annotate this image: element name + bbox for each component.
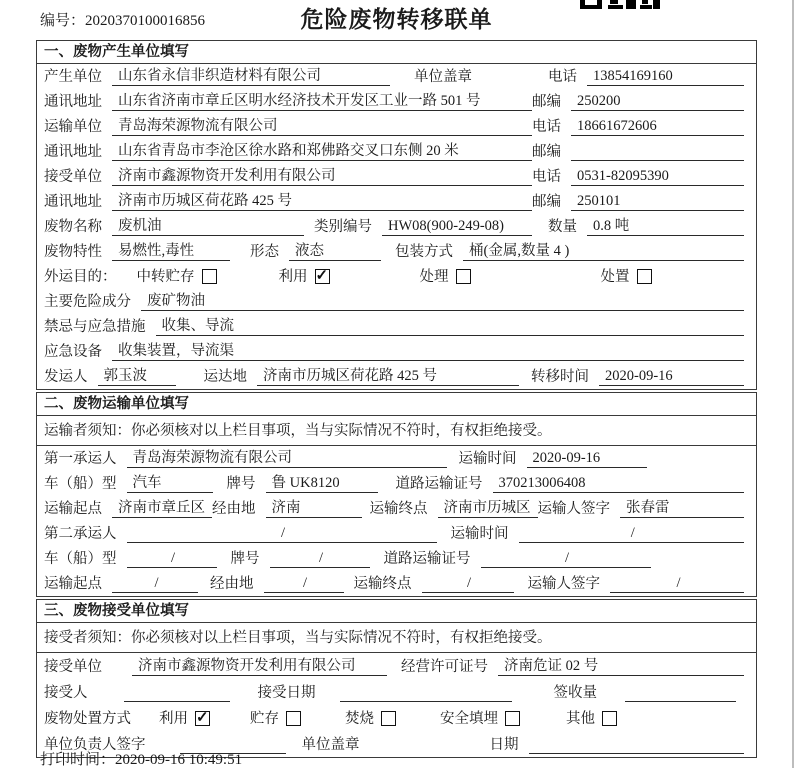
route2-via-label: 经由地 xyxy=(210,576,254,592)
second-carrier-field: / xyxy=(127,525,437,543)
waste-traits-field: 易燃性,毒性 xyxy=(112,239,230,261)
section-transporter-header: 二、废物运输单位填写 xyxy=(37,393,756,416)
transport-time1-field: 2020-09-16 xyxy=(527,450,647,468)
license-label: 经营许可证号 xyxy=(401,659,488,675)
row-producer-unit xyxy=(37,64,756,89)
doc-number-label: 编号： xyxy=(40,13,86,29)
responsible-sign-label: 单位负责人签字 xyxy=(44,737,146,753)
row-transport-unit xyxy=(37,114,756,139)
producer-phone-label: 电话 xyxy=(548,69,577,85)
disposal-option-store xyxy=(250,707,301,728)
packaging-label: 包装方式 xyxy=(395,244,453,260)
route1-end-field: 济南市历城区 xyxy=(438,496,538,518)
transport-address-label: 通讯地址 xyxy=(44,144,102,160)
purpose-dispose-checkbox[interactable] xyxy=(637,269,652,284)
route2-start-field: / xyxy=(112,575,198,593)
row-transfer-purpose xyxy=(37,264,756,289)
waste-traits-label: 废物特性 xyxy=(44,244,102,260)
vehicle1-type-field: 汽车 xyxy=(127,471,213,493)
receiver-unit-label: 接受单位 xyxy=(44,169,102,185)
main-hazard-field: 废矿物油 xyxy=(141,289,744,311)
purpose-transit-label: 中转贮存 xyxy=(136,269,195,285)
purpose-transit-checkbox[interactable] xyxy=(202,269,217,284)
vehicle2-type-field: / xyxy=(127,550,217,568)
transport-zip-label: 邮编 xyxy=(532,144,561,160)
unit-seal2-label: 单位盖章 xyxy=(301,737,360,753)
route1-via-field: 济南 xyxy=(266,496,362,518)
disposal-utilize-label: 利用 xyxy=(159,711,188,727)
transport-zip-field xyxy=(571,144,744,161)
disposal-store-label: 贮存 xyxy=(250,711,279,727)
signed-quantity-label: 签收量 xyxy=(553,685,597,701)
purpose-utilize-label: 利用 xyxy=(278,269,308,285)
row-producer-address xyxy=(37,89,756,114)
producer-address-label: 通讯地址 xyxy=(44,94,102,110)
disposal-method-label: 废物处置方式 xyxy=(44,711,131,727)
print-time-value: 2020-09-16 10:49:51 xyxy=(115,752,243,768)
sign-date-field xyxy=(529,737,745,754)
road-cert2-field: / xyxy=(481,550,651,568)
transport-time2-field: / xyxy=(519,525,745,543)
transport-unit-field: 青岛海荣源物流有限公司 xyxy=(112,114,532,136)
unit-seal-label: 单位盖章 xyxy=(414,69,472,85)
dispatcher-field: 郭玉波 xyxy=(98,364,176,386)
row-main-hazard xyxy=(37,289,756,314)
receiver-notice: 接受者须知：你必须核对以上栏目事项，当与实际情况不符时，有权拒绝接受。 xyxy=(37,623,756,653)
producer-unit-label: 产生单位 xyxy=(44,69,102,85)
transport-phone-label: 电话 xyxy=(532,119,561,135)
quantity-label: 数量 xyxy=(548,219,577,235)
row-disposal-method xyxy=(37,705,756,731)
category-code-label: 类别编号 xyxy=(314,219,372,235)
route1-start-label: 运输起点 xyxy=(44,501,102,517)
waste-name-label: 废物名称 xyxy=(44,219,102,235)
manifest-form xyxy=(36,40,757,760)
purpose-option-transit xyxy=(137,265,217,286)
section-producer xyxy=(36,40,757,390)
form-state-field: 液态 xyxy=(289,239,381,261)
accepting-unit-field: 济南市鑫源物资开发利用有限公司 xyxy=(132,654,387,676)
first-carrier-field: 青岛海荣源物流有限公司 xyxy=(127,446,447,468)
accepting-person-label: 接受人 xyxy=(44,685,88,701)
road-cert1-label: 道路运输证号 xyxy=(395,476,483,492)
accepting-person-field xyxy=(124,685,230,702)
transport-address-field: 山东省青岛市李沧区徐水路和郑佛路交叉口东侧 20 米 xyxy=(112,139,532,161)
producer-zip-field: 250200 xyxy=(571,93,744,111)
page-title: 危险废物转移联单 xyxy=(300,7,493,32)
disposal-other-label: 其他 xyxy=(566,711,595,727)
receiver-address-label: 通讯地址 xyxy=(44,194,102,210)
road-cert1-field: 370213006408 xyxy=(493,475,745,493)
print-time xyxy=(40,748,242,769)
route2-end-field: / xyxy=(422,575,514,593)
accepting-unit-label: 接受单位 xyxy=(44,659,102,675)
plate1-field: 鲁 UK8120 xyxy=(266,471,378,493)
receiver-unit-field: 济南市鑫源物资开发利用有限公司 xyxy=(112,164,532,186)
purpose-treat-checkbox[interactable] xyxy=(456,269,471,284)
disposal-option-landfill xyxy=(440,707,520,728)
quantity-field: 0.8 吨 xyxy=(587,214,744,236)
disposal-store-checkbox[interactable] xyxy=(286,711,301,726)
receiver-zip-field: 250101 xyxy=(571,193,744,211)
row-vehicle2 xyxy=(37,546,756,571)
qr-code-fragment xyxy=(578,0,660,9)
plate2-label: 牌号 xyxy=(230,551,260,567)
transfer-time-field: 2020-09-16 xyxy=(599,368,744,386)
vehicle2-type-label: 车（船）型 xyxy=(44,551,117,567)
row-first-carrier xyxy=(37,446,756,471)
row-route2 xyxy=(37,571,756,596)
route2-start-label: 运输起点 xyxy=(44,576,102,592)
route1-end-label: 运输终点 xyxy=(369,501,428,517)
transport-phone-field: 18661672606 xyxy=(571,118,744,136)
section-transporter xyxy=(36,392,757,597)
route2-end-label: 运输终点 xyxy=(353,576,412,592)
destination-label: 运达地 xyxy=(203,369,247,385)
license-field: 济南危证 02 号 xyxy=(498,654,744,676)
route1-start-field: 济南市章丘区 xyxy=(112,496,212,518)
transfer-time-label: 转移时间 xyxy=(531,369,589,385)
purpose-option-dispose xyxy=(601,265,652,286)
destination-field: 济南市历城区荷花路 425 号 xyxy=(257,364,519,386)
route2-sign-field: / xyxy=(610,575,744,593)
taboo-measures-field: 收集、导流 xyxy=(156,314,745,336)
row-waste-name xyxy=(37,214,756,239)
taboo-measures-label: 禁忌与应急措施 xyxy=(44,319,146,335)
doc-number-value: 2020370100016856 xyxy=(85,13,206,29)
disposal-other-checkbox[interactable] xyxy=(602,711,617,726)
road-cert2-label: 道路运输证号 xyxy=(383,551,471,567)
main-hazard-label: 主要危险成分 xyxy=(44,294,131,310)
disposal-utilize-checkbox[interactable] xyxy=(195,711,210,726)
row-receiver-unit xyxy=(37,164,756,189)
route2-via-field: / xyxy=(264,575,344,593)
purpose-option-treat xyxy=(420,265,471,286)
row-emergency-equipment xyxy=(37,339,756,364)
receiver-phone-label: 电话 xyxy=(532,169,561,185)
receiver-address-field: 济南市历城区荷花路 425 号 xyxy=(112,189,532,211)
scrollbar-track[interactable] xyxy=(792,0,794,768)
transport-time1-label: 运输时间 xyxy=(458,451,517,467)
receiver-phone-field: 0531-82095390 xyxy=(571,168,744,186)
producer-zip-label: 邮编 xyxy=(532,94,561,110)
print-time-label: 打印时间： xyxy=(40,752,116,768)
first-carrier-label: 第一承运人 xyxy=(44,451,117,467)
producer-address-field: 山东省济南市章丘区明水经济技术开发区工业一路 501 号 xyxy=(112,89,532,111)
disposal-option-other xyxy=(566,707,617,728)
row-accepting-person xyxy=(37,679,756,705)
row-accepting-unit xyxy=(37,653,756,679)
purpose-utilize-checkbox[interactable] xyxy=(315,269,330,284)
row-second-carrier xyxy=(37,521,756,546)
purpose-treat-label: 处理 xyxy=(419,269,449,285)
row-transport-address xyxy=(37,139,756,164)
disposal-incinerate-label: 焚烧 xyxy=(345,711,374,727)
accept-date-label: 接受日期 xyxy=(257,685,316,701)
plate1-label: 牌号 xyxy=(226,476,256,492)
dispatcher-label: 发运人 xyxy=(44,369,88,385)
section-receiver-header: 三、废物接受单位填写 xyxy=(37,600,756,623)
signed-quantity-field xyxy=(625,685,736,702)
form-state-label: 形态 xyxy=(250,244,279,260)
route1-sign-label: 运输人签字 xyxy=(537,501,610,517)
transporter-notice: 运输者须知：你必须核对以上栏目事项，当与实际情况不符时，有权拒绝接受。 xyxy=(37,416,756,446)
disposal-option-incinerate xyxy=(345,707,396,728)
row-dispatcher xyxy=(37,364,756,389)
row-receiver-address xyxy=(37,189,756,214)
disposal-landfill-checkbox[interactable] xyxy=(505,711,520,726)
receiver-zip-label: 邮编 xyxy=(532,194,561,210)
accept-date-field xyxy=(340,685,512,702)
emergency-equipment-field: 收集装置，导流渠 xyxy=(112,339,744,361)
producer-phone-field: 13854169160 xyxy=(587,68,744,86)
purpose-dispose-label: 处置 xyxy=(600,269,630,285)
emergency-equipment-label: 应急设备 xyxy=(44,344,102,360)
packaging-field: 桶(金属,数量 4 ) xyxy=(463,239,744,261)
disposal-incinerate-checkbox[interactable] xyxy=(381,711,396,726)
second-carrier-label: 第二承运人 xyxy=(44,526,117,542)
transport-time2-label: 运输时间 xyxy=(450,526,509,542)
section-receiver xyxy=(36,599,757,758)
waste-name-field: 废机油 xyxy=(112,214,304,236)
row-route1 xyxy=(37,496,756,521)
row-taboo-measures xyxy=(37,314,756,339)
vehicle1-type-label: 车（船）型 xyxy=(44,476,117,492)
transport-unit-label: 运输单位 xyxy=(44,119,102,135)
row-waste-traits xyxy=(37,239,756,264)
transfer-purpose-label: 外运目的： xyxy=(44,269,117,285)
section-producer-header: 一、废物产生单位填写 xyxy=(37,41,756,64)
plate2-field: / xyxy=(270,550,370,568)
row-vehicle1 xyxy=(37,471,756,496)
purpose-option-utilize xyxy=(279,265,330,286)
route1-sign-field: 张春雷 xyxy=(620,496,744,518)
route1-via-label: 经由地 xyxy=(212,501,256,517)
category-code-field: HW08(900-249-08) xyxy=(382,218,532,236)
producer-unit-field: 山东省永信非织造材料有限公司 xyxy=(112,64,390,86)
sign-date-label: 日期 xyxy=(489,737,519,753)
disposal-landfill-label: 安全填埋 xyxy=(440,711,498,727)
route2-sign-label: 运输人签字 xyxy=(527,576,600,592)
disposal-option-utilize xyxy=(159,707,210,728)
